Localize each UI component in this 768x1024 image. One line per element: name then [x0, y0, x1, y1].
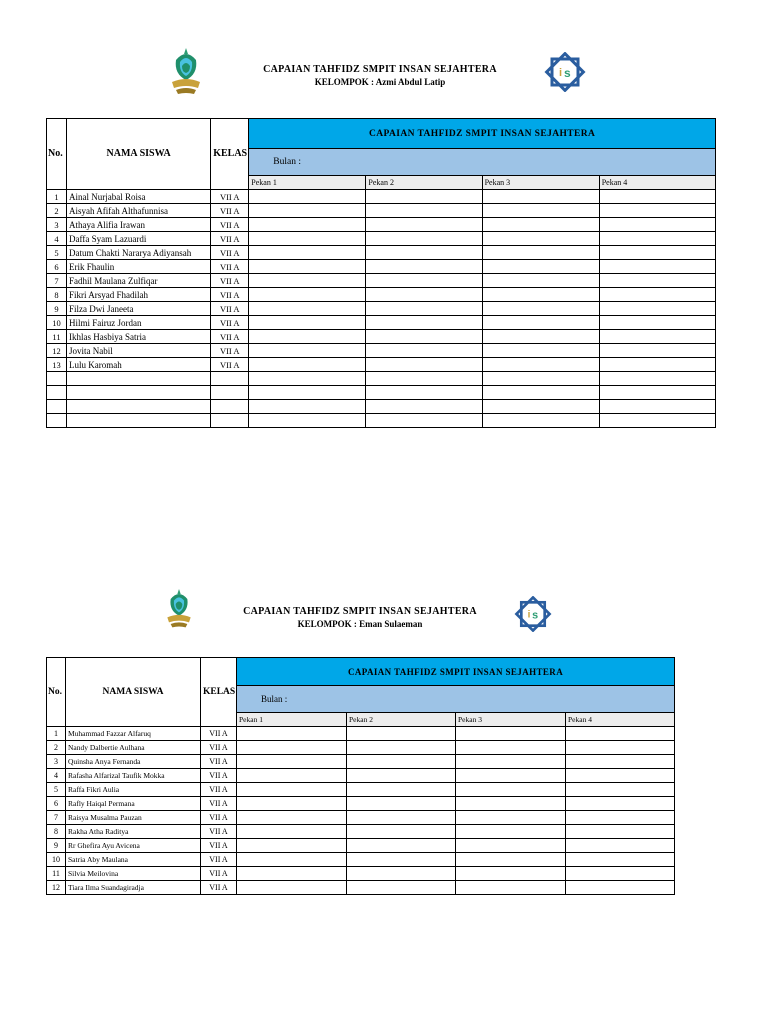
empty-table-row — [47, 372, 716, 386]
pekan-2-cell[interactable] — [366, 386, 482, 400]
pekan-3-cell[interactable] — [482, 400, 599, 414]
row-number: 10 — [47, 316, 67, 330]
student-name: Quinsha Anya Fernanda — [66, 755, 201, 769]
pekan-4-cell[interactable] — [566, 811, 675, 825]
header-no: No. — [47, 119, 67, 190]
pekan-4-cell[interactable] — [566, 839, 675, 853]
pekan-2-cell[interactable] — [366, 330, 482, 344]
student-name: Jovita Nabil — [67, 344, 211, 358]
pekan-4-cell[interactable] — [599, 246, 715, 260]
header-nama-siswa: NAMA SISWA — [66, 658, 201, 727]
pekan-2-cell[interactable] — [347, 839, 456, 853]
bulan-field[interactable]: Bulan : — [237, 686, 675, 713]
pekan-1-cell[interactable] — [249, 414, 366, 428]
table-row — [47, 727, 675, 741]
pekan-4-cell[interactable] — [566, 755, 675, 769]
row-number: 1 — [47, 727, 66, 741]
pekan-3-cell[interactable] — [482, 232, 599, 246]
pekan-3-cell[interactable] — [482, 218, 599, 232]
kelompok-label: KELOMPOK : Azmi Abdul Latip — [314, 77, 446, 87]
pekan-3-cell[interactable] — [482, 414, 599, 428]
row-number: 6 — [47, 260, 67, 274]
pekan-2-cell[interactable] — [366, 316, 482, 330]
pekan-4-cell[interactable] — [599, 344, 715, 358]
pekan-3-cell[interactable] — [456, 727, 566, 741]
pekan-3-cell[interactable] — [482, 274, 599, 288]
pekan-4-cell[interactable] — [566, 881, 675, 895]
student-name: Ainal Nurjabal Roisa — [67, 190, 211, 204]
row-number: 5 — [47, 783, 66, 797]
table-row — [47, 330, 716, 344]
student-name: Tiara Ilma Suandagiradja — [66, 881, 201, 895]
pekan-1-cell[interactable] — [237, 741, 347, 755]
student-name[interactable] — [67, 414, 211, 428]
student-kelas: VII A — [201, 741, 237, 755]
pekan-3-cell[interactable] — [482, 246, 599, 260]
row-number: 13 — [47, 358, 67, 372]
svg-text:s: s — [532, 609, 539, 622]
table-row — [47, 218, 716, 232]
pekan-1-cell[interactable] — [249, 232, 366, 246]
student-kelas: VII A — [211, 358, 249, 372]
pekan-1-cell[interactable] — [249, 218, 366, 232]
svg-text:i: i — [559, 67, 563, 79]
pekan-4-cell[interactable] — [566, 727, 675, 741]
row-number — [47, 372, 67, 386]
pekan-2-cell[interactable] — [347, 727, 456, 741]
pekan-1-cell[interactable] — [237, 825, 347, 839]
pekan-1-cell[interactable] — [237, 783, 347, 797]
table-row — [47, 783, 675, 797]
student-name: Raffa Fikri Aulia — [66, 783, 201, 797]
student-kelas: VII A — [201, 853, 237, 867]
row-number: 2 — [47, 741, 66, 755]
pekan-1-cell[interactable] — [237, 853, 347, 867]
row-number: 6 — [47, 797, 66, 811]
student-kelas: VII A — [211, 260, 249, 274]
row-number: 1 — [47, 190, 67, 204]
header-pekan-2: Pekan 2 — [347, 713, 456, 727]
pekan-4-cell[interactable] — [566, 853, 675, 867]
pekan-2-cell[interactable] — [366, 232, 482, 246]
table-row — [47, 825, 675, 839]
student-kelas: VII A — [201, 881, 237, 895]
row-number: 2 — [47, 204, 67, 218]
student-kelas[interactable] — [211, 386, 249, 400]
pekan-1-cell[interactable] — [237, 797, 347, 811]
pekan-3-cell[interactable] — [456, 825, 566, 839]
row-number: 5 — [47, 246, 67, 260]
table-row — [47, 274, 716, 288]
empty-table-row — [47, 414, 716, 428]
pekan-1-cell[interactable] — [249, 288, 366, 302]
pekan-3-cell[interactable] — [482, 204, 599, 218]
pekan-4-cell[interactable] — [566, 783, 675, 797]
is-star-emblem-icon — [544, 52, 586, 92]
student-kelas: VII A — [201, 867, 237, 881]
student-name: Athaya Alifia Irawan — [67, 218, 211, 232]
pekan-2-cell[interactable] — [347, 755, 456, 769]
student-name: Rafly Haiqal Permana — [66, 797, 201, 811]
pekan-4-cell[interactable] — [599, 218, 715, 232]
svg-text:s: s — [564, 66, 571, 80]
student-name: Muhammad Fazzar Alfaruq — [66, 727, 201, 741]
pekan-4-cell[interactable] — [599, 316, 715, 330]
tahfidz-table-2 — [46, 657, 675, 895]
header-pekan-2: Pekan 2 — [366, 176, 482, 190]
pekan-1-cell[interactable] — [249, 260, 366, 274]
pekan-1-cell[interactable] — [237, 867, 347, 881]
student-kelas: VII A — [201, 727, 237, 741]
student-kelas: VII A — [201, 769, 237, 783]
pekan-3-cell[interactable] — [482, 386, 599, 400]
pekan-2-cell[interactable] — [347, 797, 456, 811]
pekan-3-cell[interactable] — [456, 783, 566, 797]
table-row — [47, 204, 716, 218]
header-pekan-3: Pekan 3 — [482, 176, 599, 190]
row-number — [47, 386, 67, 400]
student-name: Rafasha Alfarizal Taufik Mokka — [66, 769, 201, 783]
student-kelas[interactable] — [211, 414, 249, 428]
header-no: No. — [47, 658, 66, 727]
pekan-1-cell[interactable] — [237, 811, 347, 825]
row-number: 9 — [47, 302, 67, 316]
row-number: 10 — [47, 853, 66, 867]
pekan-1-cell[interactable] — [249, 372, 366, 386]
pekan-4-cell[interactable] — [566, 741, 675, 755]
tahfidz-table-1 — [46, 118, 716, 428]
student-kelas[interactable] — [211, 372, 249, 386]
pekan-3-cell[interactable] — [456, 755, 566, 769]
table-1-body — [47, 190, 716, 428]
table-row — [47, 797, 675, 811]
pekan-2-cell[interactable] — [347, 867, 456, 881]
banner-title: CAPAIAN TAHFIDZ SMPIT INSAN SEJAHTERA — [249, 119, 716, 149]
student-kelas: VII A — [201, 839, 237, 853]
pekan-4-cell[interactable] — [566, 825, 675, 839]
pekan-1-cell[interactable] — [249, 302, 366, 316]
header-kelas: KELAS — [201, 658, 237, 727]
pekan-2-cell[interactable] — [366, 274, 482, 288]
page-title: CAPAIAN TAHFIDZ SMPIT INSAN SEJAHTERA — [243, 606, 477, 617]
student-name[interactable] — [67, 372, 211, 386]
pekan-2-cell[interactable] — [347, 769, 456, 783]
table-row — [47, 811, 675, 825]
row-number: 8 — [47, 288, 67, 302]
pekan-3-cell[interactable] — [482, 372, 599, 386]
header-pekan-4: Pekan 4 — [599, 176, 715, 190]
pekan-3-cell[interactable] — [482, 288, 599, 302]
row-number: 12 — [47, 344, 67, 358]
pekan-3-cell[interactable] — [482, 260, 599, 274]
student-name[interactable] — [67, 400, 211, 414]
pekan-4-cell[interactable] — [599, 204, 715, 218]
table-row — [47, 839, 675, 853]
pekan-4-cell[interactable] — [566, 867, 675, 881]
student-name: Erik Fhaulin — [67, 260, 211, 274]
student-name: Raisya Musalma Pauzan — [66, 811, 201, 825]
pekan-3-cell[interactable] — [456, 867, 566, 881]
student-name: Ikhlas Hasbiya Satria — [67, 330, 211, 344]
pekan-2-cell[interactable] — [347, 783, 456, 797]
pekan-3-cell[interactable] — [482, 302, 599, 316]
is-star-emblem-icon — [514, 596, 552, 632]
row-number — [47, 414, 67, 428]
student-name: Lulu Karomah — [67, 358, 211, 372]
pekan-1-cell[interactable] — [237, 769, 347, 783]
student-name: Rakha Atha Raditya — [66, 825, 201, 839]
section-1-title-block — [230, 64, 530, 87]
pekan-2-cell[interactable] — [366, 372, 482, 386]
row-number: 3 — [47, 218, 67, 232]
table-row — [47, 232, 716, 246]
table-row — [47, 288, 716, 302]
row-number: 4 — [47, 769, 66, 783]
row-number: 7 — [47, 274, 67, 288]
student-name: Fikri Arsyad Fhadilah — [67, 288, 211, 302]
bulan-field[interactable]: Bulan : — [249, 149, 716, 176]
pekan-2-cell[interactable] — [347, 811, 456, 825]
table-row — [47, 755, 675, 769]
pekan-1-cell[interactable] — [249, 400, 366, 414]
row-number: 9 — [47, 839, 66, 853]
header-nama-siswa: NAMA SISWA — [67, 119, 211, 190]
header-pekan-1: Pekan 1 — [237, 713, 347, 727]
row-number: 11 — [47, 867, 66, 881]
pekan-1-cell[interactable] — [249, 358, 366, 372]
row-number: 3 — [47, 755, 66, 769]
pekan-1-cell[interactable] — [237, 755, 347, 769]
pekan-4-cell[interactable] — [599, 232, 715, 246]
pekan-3-cell[interactable] — [482, 344, 599, 358]
pekan-4-cell[interactable] — [599, 330, 715, 344]
student-kelas: VII A — [211, 232, 249, 246]
pekan-3-cell[interactable] — [456, 839, 566, 853]
pekan-4-cell[interactable] — [599, 400, 715, 414]
pekan-3-cell[interactable] — [456, 769, 566, 783]
pekan-2-cell[interactable] — [366, 246, 482, 260]
empty-table-row — [47, 386, 716, 400]
student-kelas: VII A — [201, 797, 237, 811]
pekan-1-cell[interactable] — [237, 839, 347, 853]
table-row — [47, 302, 716, 316]
table-row — [47, 344, 716, 358]
student-name: Satria Aby Maulana — [66, 853, 201, 867]
row-number: 12 — [47, 881, 66, 895]
pekan-2-cell[interactable] — [347, 881, 456, 895]
section-2-title-block — [210, 606, 510, 629]
pekan-2-cell[interactable] — [366, 190, 482, 204]
kelompok-label: KELOMPOK : Eman Sulaeman — [297, 619, 423, 629]
pekan-3-cell[interactable] — [482, 330, 599, 344]
table-row — [47, 769, 675, 783]
school-logo-icon — [168, 46, 204, 98]
header-kelas: KELAS — [211, 119, 249, 190]
pekan-2-cell[interactable] — [366, 218, 482, 232]
student-kelas: VII A — [201, 811, 237, 825]
student-kelas: VII A — [201, 755, 237, 769]
pekan-3-cell[interactable] — [456, 853, 566, 867]
banner-title: CAPAIAN TAHFIDZ SMPIT INSAN SEJAHTERA — [237, 658, 675, 686]
pekan-2-cell[interactable] — [366, 358, 482, 372]
row-number: 8 — [47, 825, 66, 839]
student-kelas: VII A — [211, 344, 249, 358]
pekan-1-cell[interactable] — [249, 344, 366, 358]
pekan-3-cell[interactable] — [482, 358, 599, 372]
pekan-2-cell[interactable] — [366, 400, 482, 414]
student-kelas: VII A — [211, 316, 249, 330]
pekan-3-cell[interactable] — [456, 741, 566, 755]
empty-table-row — [47, 400, 716, 414]
pekan-4-cell[interactable] — [599, 274, 715, 288]
table-row — [47, 190, 716, 204]
pekan-1-cell[interactable] — [249, 330, 366, 344]
pekan-4-cell[interactable] — [566, 769, 675, 783]
pekan-4-cell[interactable] — [599, 372, 715, 386]
student-name: Nandy Dalbertie Aulhana — [66, 741, 201, 755]
student-kelas: VII A — [211, 302, 249, 316]
student-name: Fadhil Maulana Zulfiqar — [67, 274, 211, 288]
table-row — [47, 867, 675, 881]
student-kelas: VII A — [201, 783, 237, 797]
header-pekan-4: Pekan 4 — [566, 713, 675, 727]
table-row — [47, 741, 675, 755]
pekan-1-cell[interactable] — [237, 881, 347, 895]
pekan-2-cell[interactable] — [347, 853, 456, 867]
header-pekan-3: Pekan 3 — [456, 713, 566, 727]
pekan-4-cell[interactable] — [599, 190, 715, 204]
student-kelas: VII A — [211, 330, 249, 344]
pekan-3-cell[interactable] — [456, 881, 566, 895]
student-kelas[interactable] — [211, 400, 249, 414]
pekan-1-cell[interactable] — [249, 316, 366, 330]
student-name: Datum Chakti Nararya Adiyansah — [67, 246, 211, 260]
pekan-2-cell[interactable] — [347, 741, 456, 755]
header-pekan-1: Pekan 1 — [249, 176, 366, 190]
student-kelas: VII A — [201, 825, 237, 839]
pekan-2-cell[interactable] — [366, 204, 482, 218]
pekan-1-cell[interactable] — [249, 274, 366, 288]
svg-text:i: i — [527, 609, 531, 621]
page-title: CAPAIAN TAHFIDZ SMPIT INSAN SEJAHTERA — [263, 64, 497, 75]
pekan-3-cell[interactable] — [482, 190, 599, 204]
pekan-1-cell[interactable] — [249, 204, 366, 218]
student-name: Filza Dwi Janeeta — [67, 302, 211, 316]
student-name[interactable] — [67, 386, 211, 400]
pekan-1-cell[interactable] — [249, 386, 366, 400]
school-logo-icon — [164, 586, 194, 632]
table-2-body — [47, 727, 675, 895]
row-number: 7 — [47, 811, 66, 825]
student-name: Hilmi Fairuz Jordan — [67, 316, 211, 330]
pekan-1-cell[interactable] — [237, 727, 347, 741]
pekan-2-cell[interactable] — [366, 288, 482, 302]
student-kelas: VII A — [211, 218, 249, 232]
pekan-1-cell[interactable] — [249, 190, 366, 204]
row-number — [47, 400, 67, 414]
student-kelas: VII A — [211, 274, 249, 288]
pekan-2-cell[interactable] — [366, 302, 482, 316]
student-name: Rr Ghefira Ayu Avicena — [66, 839, 201, 853]
pekan-4-cell[interactable] — [566, 797, 675, 811]
pekan-3-cell[interactable] — [456, 797, 566, 811]
table-row — [47, 853, 675, 867]
table-row — [47, 246, 716, 260]
student-kelas: VII A — [211, 204, 249, 218]
pekan-4-cell[interactable] — [599, 302, 715, 316]
pekan-4-cell[interactable] — [599, 358, 715, 372]
pekan-3-cell[interactable] — [482, 316, 599, 330]
student-name: Silvia Meilovina — [66, 867, 201, 881]
pekan-4-cell[interactable] — [599, 260, 715, 274]
pekan-2-cell[interactable] — [366, 344, 482, 358]
student-kelas: VII A — [211, 190, 249, 204]
student-kelas: VII A — [211, 246, 249, 260]
table-row — [47, 358, 716, 372]
student-kelas: VII A — [211, 288, 249, 302]
pekan-2-cell[interactable] — [366, 414, 482, 428]
pekan-4-cell[interactable] — [599, 414, 715, 428]
student-name: Daffa Syam Lazuardi — [67, 232, 211, 246]
pekan-4-cell[interactable] — [599, 288, 715, 302]
student-name: Aisyah Afifah Althafunnisa — [67, 204, 211, 218]
pekan-2-cell[interactable] — [347, 825, 456, 839]
table-row — [47, 881, 675, 895]
row-number: 11 — [47, 330, 67, 344]
table-row — [47, 260, 716, 274]
pekan-3-cell[interactable] — [456, 811, 566, 825]
pekan-4-cell[interactable] — [599, 386, 715, 400]
row-number: 4 — [47, 232, 67, 246]
pekan-1-cell[interactable] — [249, 246, 366, 260]
table-row — [47, 316, 716, 330]
pekan-2-cell[interactable] — [366, 260, 482, 274]
